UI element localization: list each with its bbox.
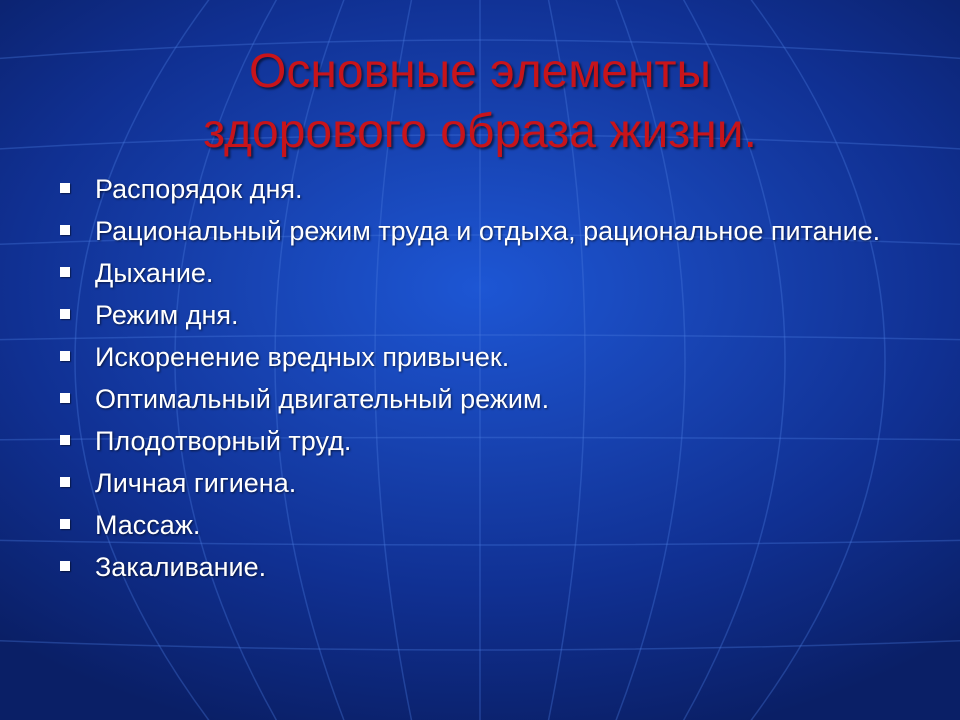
list-item [60,340,920,374]
square-bullet-icon [60,435,70,445]
square-bullet-icon [60,477,70,487]
list-item-text: Режим дня. [95,300,239,330]
list-item [60,298,920,332]
list-item [60,172,920,206]
list-item [60,214,920,248]
square-bullet-icon [60,393,70,403]
list-item-text: Массаж. [95,510,201,540]
square-bullet-icon [60,267,70,277]
bullet-list [60,172,920,592]
square-bullet-icon [60,309,70,319]
list-item-text: Рациональный режим труда и отдыха, рациональное питание. [95,216,881,246]
list-item [60,550,920,584]
slide-title-line-1: Основные элементы [249,45,711,98]
list-item [60,466,920,500]
list-item-text: Распорядок дня. [95,174,303,204]
list-item-text: Оптимальный двигательный режим. [95,384,550,414]
list-item-text: Закаливание. [95,552,267,582]
square-bullet-icon [60,225,70,235]
slide-title-line-2: здорового образа жизни. [203,105,757,158]
list-item [60,424,920,458]
square-bullet-icon [60,183,70,193]
list-item-text: Дыхание. [95,258,214,288]
list-item-text: Искоренение вредных привычек. [95,342,510,372]
slide-title [0,42,960,162]
list-item [60,256,920,290]
list-item-text: Личная гигиена. [95,468,297,498]
list-item [60,382,920,416]
square-bullet-icon [60,561,70,571]
square-bullet-icon [60,519,70,529]
list-item-text: Плодотворный труд. [95,426,352,456]
list-item [60,508,920,542]
square-bullet-icon [60,351,70,361]
